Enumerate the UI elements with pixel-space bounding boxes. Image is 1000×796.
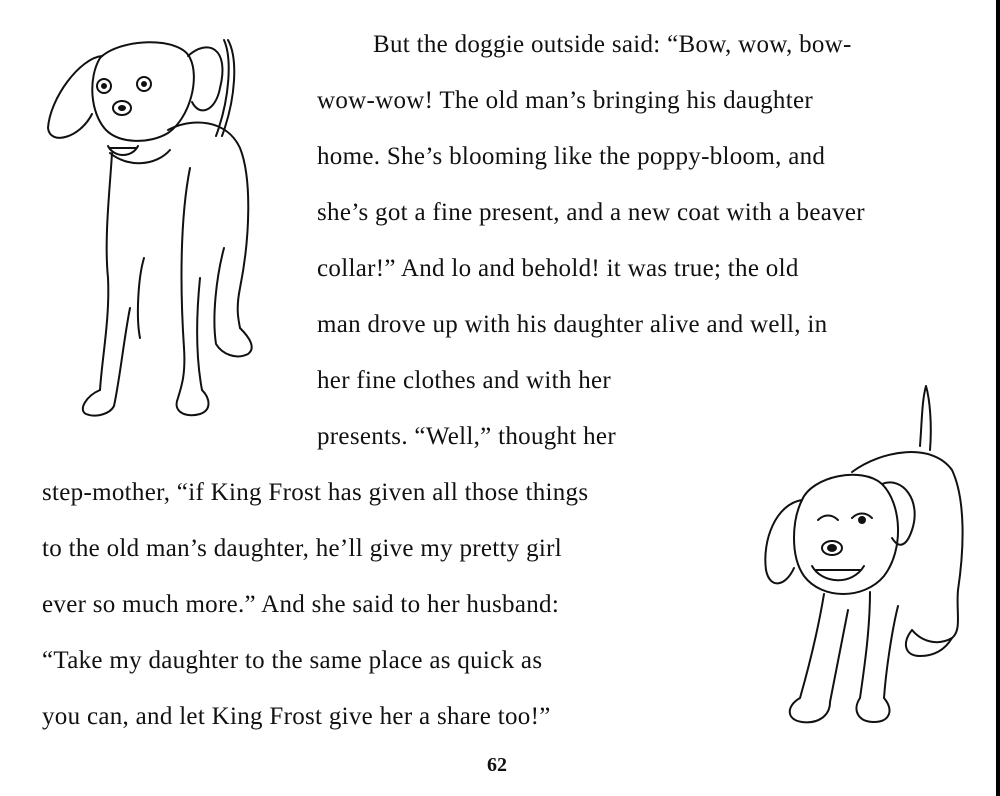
text-line-9: step-mother, “if King Frost has given all those things [42, 479, 589, 506]
text-line-1: But the doggie outside said: “Bow, wow, bow- [373, 31, 852, 58]
page-edge-rule [996, 0, 1000, 796]
text-line-4: she’s got a fine present, and a new coat with a beaver [317, 199, 865, 226]
crouching-dog-illustration [752, 380, 982, 750]
text-line-8: presents. “Well,” thought her [317, 423, 616, 450]
page-number: 62 [487, 754, 507, 776]
text-line-12: “Take my daughter to the same place as quick as [42, 647, 543, 674]
text-line-5: collar!” And lo and behold! it was true; the old [317, 255, 799, 282]
text-line-10: to the old man’s daughter, he’ll give my pretty girl [42, 535, 563, 562]
text-line-11: ever so much more.” And she said to her husband: [42, 591, 560, 618]
text-line-13: you can, and let King Frost give her a share too!” [42, 703, 551, 730]
text-line-6: man drove up with his daughter alive and well, in [317, 311, 828, 338]
standing-dog-illustration [40, 18, 300, 438]
text-line-2: wow-wow! The old man’s bringing his daughter [317, 87, 813, 114]
text-line-3: home. She’s blooming like the poppy-bloom, and [317, 143, 826, 170]
text-line-7: her fine clothes and with her [317, 367, 612, 394]
